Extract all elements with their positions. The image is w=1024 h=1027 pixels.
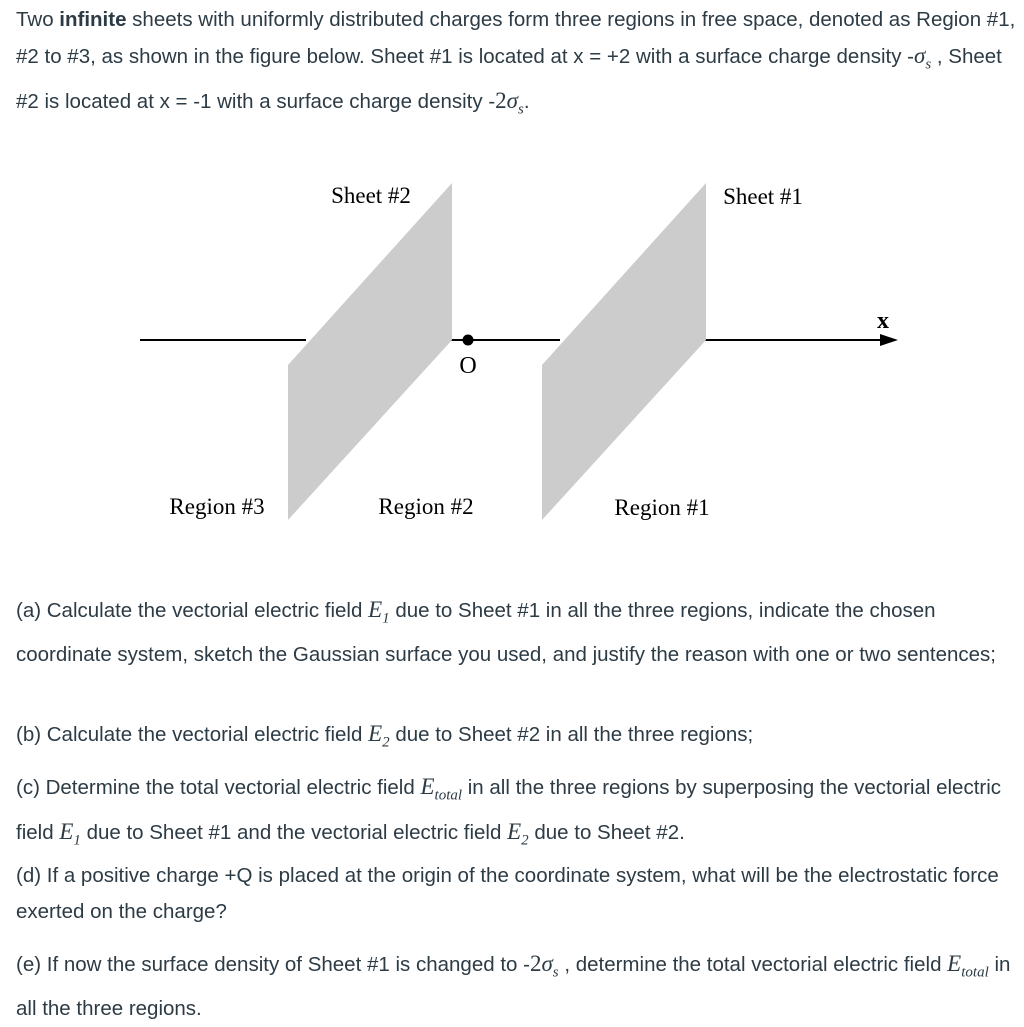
question-d: (d) If a positive charge +Q is placed at the origin of the coordinate system, what will be the electrostatic force exerted on the charge? xyxy=(16,864,999,923)
sheet-1-label: Sheet #1 xyxy=(723,184,803,209)
sigma-s-symbol: $\sigma_s$ xyxy=(914,42,932,73)
question-c: (c) Determine the total vectorial electric field $E_{total}$ in all the three regions by superposing the vectorial electric field $E_1$ due to Sheet #1 and the vectorial electric field $E_2$ due to Sheet #2. xyxy=(16,774,1002,849)
intro-text-1: Two xyxy=(16,8,60,31)
sheet-1-plane xyxy=(542,183,706,520)
e2-symbol: $E_2$ xyxy=(507,819,529,849)
axis-arrowhead-icon xyxy=(880,334,898,346)
question-b: (b) Calculate the vectorial electric field $E_2$ due to Sheet #2 in all the three regions; xyxy=(16,721,754,751)
origin-label: O xyxy=(459,353,477,379)
sheet-2-label: Sheet #2 xyxy=(331,183,411,208)
x-axis-label: x xyxy=(877,308,889,334)
etotal-symbol: $E_{total}$ xyxy=(420,774,463,804)
two-sigma-s-symbol: $2\sigma_s$ xyxy=(529,951,559,981)
origin-point xyxy=(463,335,474,346)
question-e: (e) If now the surface density of Sheet #1 is changed to $-2\sigma_s$ , determine the total vectorial electric field $E_{total}$ in all the three regions. xyxy=(16,951,1011,1021)
region-3-label: Region #3 xyxy=(169,494,265,519)
question-a: (a) Calculate the vectorial electric field $E_1$ due to Sheet #1 in all the three regions, indicate the chosen coordinate system, sketch the Gaussian surface you used, and justify the reason with one or two sentences; xyxy=(16,597,996,667)
intro-text-4: . xyxy=(523,89,530,113)
intro-text-2: sheets with uniformly distributed charges form three regions in free space, denoted as Region #1, #2 to #3, as shown in the figure below. Sheet #1 is located at x = +2 with a surface charge density - xyxy=(16,8,1016,68)
e1-symbol: $E_1$ xyxy=(368,597,390,627)
intro-bold-infinite: infinite xyxy=(59,8,127,31)
sheet-2-plane xyxy=(288,183,452,520)
e1-symbol: $E_1$ xyxy=(59,819,81,849)
region-2-label: Region #2 xyxy=(378,494,474,519)
region-1-label: Region #1 xyxy=(614,495,710,520)
two-sigma-s-symbol: $2\sigma_s$ xyxy=(495,87,524,118)
intro-text-3: , Sheet #2 is located at x = -1 with a surface charge density - xyxy=(16,44,1002,113)
e2-symbol: $E_2$ xyxy=(368,721,390,751)
etotal-symbol: $E_{total}$ xyxy=(947,951,989,981)
